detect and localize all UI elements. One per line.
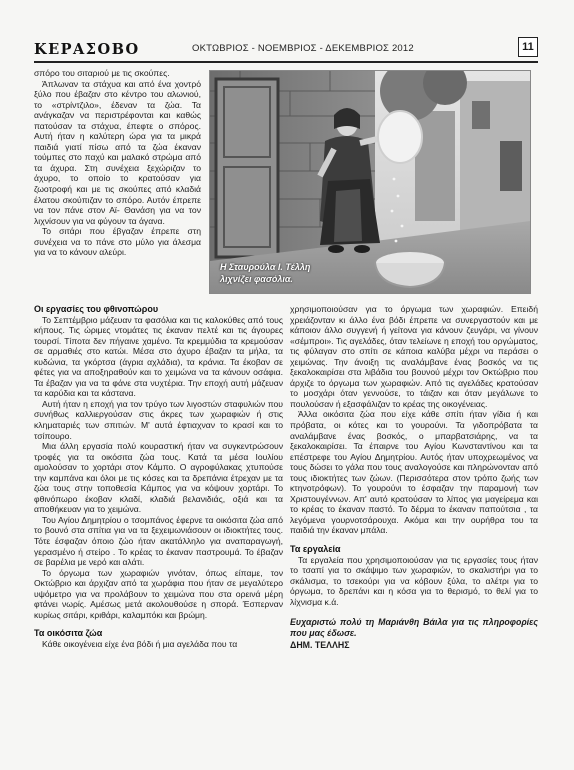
paragraph: Του Αγίου Δημητρίου ο τσομπάνος έφερνε τα οικόσιτα ζώα από το βουνό στα σπίτια για να τα ξεχειμωνιάσουν οι ιδιοκτήτες τους. Τότε έσφαζαν όποιο ζώο ήταν ακατάλληλο για αναπαραγωγή, γερασμένο ή στείρο . Το κρέας το έκαναν παστρουμά. Το έβαζαν σε βαρέλια με νερό και αλάτι. (34, 514, 283, 568)
photo-woman-winnowing-beans (209, 70, 531, 294)
column-left (34, 304, 283, 650)
paragraph: χρησιμοποιούσαν για το όργωμα των χωραφιών. Επειδή χρειάζονταν κι άλλο ένα βόδι έπρεπε να συνεργαστούν και με κάποιον άλλο συγγενή ή γείτονα για κάνουν ζευγάρι, να γίνουν «σέμπροι». Τις αγελάδες, όταν τελείωνε η εποχή του οργώματος, τις φύλαγαν στο σπίτι σε κάποια καλύβα μέχρι να περάσει ο χειμώνας. Την άνοιξη τις αναλάμβανε ένας βοσκός να τις ξεκαλοκαιρίσει στα λιβάδια του βουνού μέχρι τον Οκτώβριο που άρχιζε το όργωμα των χωραφιών. Από τις αγελάδες κρατούσαν το μοσχάρι όταν γεννούσε, το τάιζαν και όταν μεγάλωνε το πουλούσαν ή εξασφάλιζαν το κρέας της οικογένειας. (290, 304, 538, 409)
paragraph: Αυτή ήταν η εποχή για τον τρύγο των λιγοστών σταφυλιών που συνήθως καλλιεργούσαν στις άκρες των χωραφιών ή στις κληματαριές των σπιτιών. Μ' αυτά έφτιαχναν το κρασί και το τσίπουρο. (34, 398, 283, 441)
column-right (290, 304, 538, 651)
paragraph: Άλλα οικόσιτα ζώα που είχε κάθε σπίτι ήταν γίδια ή και πρόβατα, οι κότες και το γουρούνι. Τα γιδοπρόβατα τα αναλάμβανε ένας βοσκός, ο μπαρβατσιάρης, να τα ξεκαλοκαιρίσει. Τα έπαιρνε του Αγίου Κωνσταντίνου και τα επέστρεφε του Αγίου Δημητρίου. Αυτός ήταν υποχρεωμένος να τους δώσει το γάλα που τους αναλογούσε και πληρώνονταν από τους ιδιοκτήτες των ζώων. (Περισσότερα στον τρόπο ζωής των κτηνοτρόφων). Το γουρούνι το έσφαζαν την παραμονή των Χριστουγέννων. Απ' αυτό κρατούσαν το λίπος για μαγείρεμα και το κρέας το έκαναν παστό. Το δέρμα το έκαναν παπούτσια , τα λεγόμενα γουρνοτσάρουχα. Ακόμα και την ουρήθρα του τα παιδιά την έκαναν μπάλα. (290, 409, 538, 536)
paragraph: Μια άλλη εργασία πολύ κουραστική ήταν να συγκεντρώσουν τροφές για τα οικόσιτα ζώα τους. Κατά τα μέσα Ιουλίου αμολούσαν το χορτάρι στον Κάμπο. Ο αγροφύλακας χτυπούσε την καμπάνα και όλοι με τις κόσες και τα δρεπάνια έτρεχαν με τα ζώα τους στην τοποθεσία Κάμπος για να κόψουν χορτάρι. Το φθινόπωρο έκοβαν κλαδί, κλαδιά βελανιδιάς, οξιά και τα αποθήκευαν για το χειμώνα. (34, 441, 283, 515)
paragraph: Το Σεπτέμβριο μάζευαν τα φασόλια και τις καλοκύθες από τους κήπους. Τις ώριμες ντομάτες τις έκαναν πελτέ και τις άγουρες τουρσί. Τίποτα δεν πήγαινε χαμένο. Τα κρεμμύδια τα κρεμούσαν σε αρμαθιές στο κατώι. Μέσα στο άχυρο έβαζαν τα μήλα, τα κυδώνια, τα γκόρτσα (άγρια αχλάδια), τα κράνια. Τα έκοβαν σε φέτες για να αποξηραθούν και το χειμώνα να τα κάνουν οσάφια. Τα έβαζαν για να τα φάνε στα νυχτέρια. Την εποχή αυτή μάζευαν τα καρύδια και τα κάστανα. (34, 314, 283, 399)
page-number: 11 (518, 37, 538, 57)
section-heading-tools: Τα εργαλεία (290, 544, 341, 555)
paragraph: Το σιτάρι που έβγαζαν έπρεπε στη συνέχεια να το πάνε στο μύλο για άλεσμα για να το κάνουν αλεύρι. (34, 226, 201, 258)
photo-caption (220, 261, 340, 285)
page-header (34, 37, 538, 59)
caption-line-1: Η Σταυρούλα Ι. Τέλλη (220, 262, 311, 272)
author-signature: ΔΗΜ. ΤΕΛΛΗΣ (290, 640, 350, 651)
issue-date: ΟΚΤΩΒΡΙΟΣ - ΝΟΕΜΒΡΙΟΣ - ΔΕΚΕΜΒΡΙΟΣ 2012 (192, 43, 414, 54)
paragraph: σπόρο του σιταριού με τις σκούπες. (34, 68, 170, 78)
paragraph: Το όργωμα των χωραφιών γινόταν, όπως είπαμε, τον Οκτώβριο και άρχιζαν από τα χωράφια που ήταν σε μεγαλύτερο υψόμετρο για να προλάβουν το χειμώνα που στα ορεινά μέρη φτάνει νωρίς. Αμέσως μετά ακολουθούσε η σπορά. Έσπερναν κυρίως σιτάρι, κριθάρι, καλαμπόκι και βρώμη. (34, 567, 283, 620)
section-heading-domestic-animals: Τα οικόσιτα ζώα (34, 628, 103, 639)
paragraph: Τα εργαλεία που χρησιμοποιούσαν για τις εργασίες τους ήταν το τσαπί για το σκάψιμο των χωραφιών, το σκαλιστήρι για το σκάλισμα, το τσεκούρι για να κόβουν ξύλα, το αλέτρι για το όργωμα, το δρεπάνι και η κόσα για το θερισμό, το θελί για το λίχνισμα κ.ά. (290, 554, 538, 607)
caption-line-2: λιχνίζει φασόλια. (220, 274, 293, 284)
paragraph: Άπλωναν τα στάχυα και από ένα χοντρό ξύλο που έβαζαν στο κέντρο του αλωνιού, το «στρίντζιλο», έδεναν τα ζώα. Τα ανάγκαζαν να περιστρέφονται και καθώς πατούσαν τα στάχυα, έπεφτε ο σπόρος. Αυτή ήταν η καλύτερη ώρα για τα μικρά παιδιά γιατί πίσω από τα ζώα έκαναν τούμπες στο παχύ και μαλακό στρώμα από τα άχυρα. Στη συνέχεια ξεχώριζαν το άχυρο, το οποίο το κρατούσαν για ζωοτροφή και με τις σκούπες από κλαδιά έλατου σκούπιζαν το σπόρο. Αυτόν έπρεπε να τον πάνε στον Αϊ- Θανάση για να τον λιχνίσουν για να φύγουν τα άγανα. (34, 78, 201, 226)
photo-illustration (210, 71, 530, 293)
acknowledgement: Ευχαριστώ πολύ τη Μαριάνθη Βάιλα για τις πληροφορίες που μας έδωσε. (290, 617, 538, 638)
paragraph: Κάθε οικογένεια είχε ένα βόδι ή μια αγελάδα που τα (42, 638, 238, 649)
header-rule (34, 61, 538, 63)
section-heading-autumn: Οι εργασίες του φθινοπώρου (34, 304, 159, 314)
masthead: ΚΕΡΑΣΟΒΟ (34, 41, 140, 58)
column-top-left (34, 68, 201, 258)
